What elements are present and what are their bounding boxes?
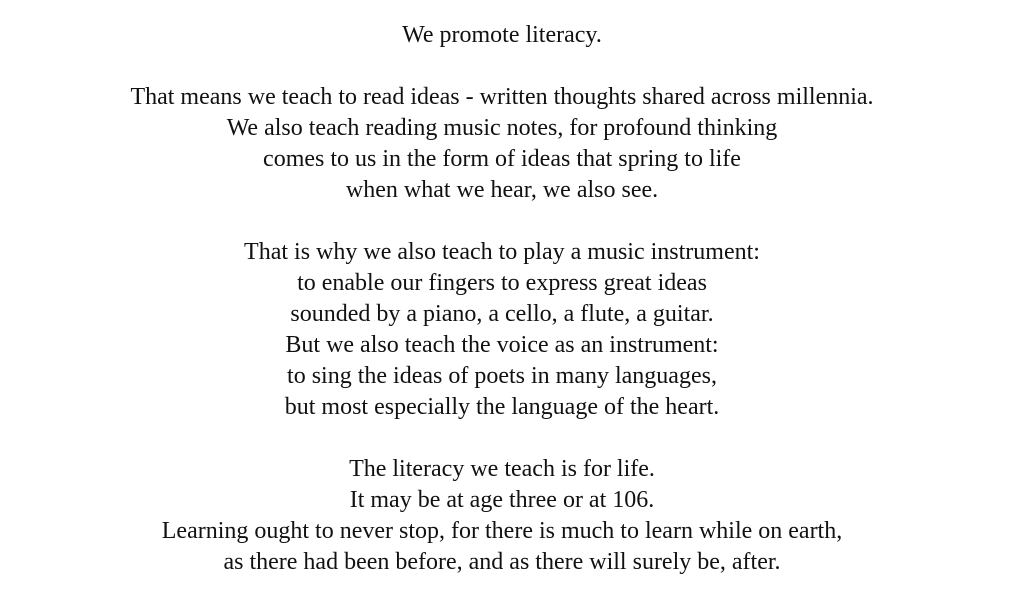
poem-line: That means we teach to read ideas - written thoughts shared across millennia. bbox=[130, 84, 874, 110]
stanza-instrument bbox=[0, 237, 1004, 423]
poem-line: We promote literacy. bbox=[402, 22, 602, 48]
poem-line: But we also teach the voice as an instrument: bbox=[285, 332, 719, 358]
poem-line: It may be at age three or at 106. bbox=[349, 487, 655, 513]
poem-line: to sing the ideas of poets in many languages, bbox=[287, 363, 717, 389]
poem-line: but most especially the language of the heart. bbox=[284, 394, 720, 420]
literacy-statement bbox=[0, 20, 1004, 578]
poem-line: We also teach reading music notes, for profound thinking bbox=[226, 115, 778, 141]
poem-line: sounded by a piano, a cello, a flute, a guitar. bbox=[290, 301, 714, 327]
poem-line: That is why we also teach to play a music instrument: bbox=[244, 239, 760, 265]
stanza-intro bbox=[0, 20, 1004, 51]
poem-line: Learning ought to never stop, for there is much to learn while on earth, bbox=[161, 518, 843, 544]
stanza-reading bbox=[0, 82, 1004, 206]
poem-line: The literacy we teach is for life. bbox=[349, 456, 655, 482]
stanza-lifelong bbox=[0, 454, 1004, 578]
poem-line: comes to us in the form of ideas that spring to life bbox=[263, 146, 741, 172]
poem-line: as there had been before, and as there will surely be, after. bbox=[223, 549, 781, 575]
poem-line: to enable our fingers to express great ideas bbox=[297, 270, 707, 296]
poem-line: when what we hear, we also see. bbox=[345, 177, 659, 203]
